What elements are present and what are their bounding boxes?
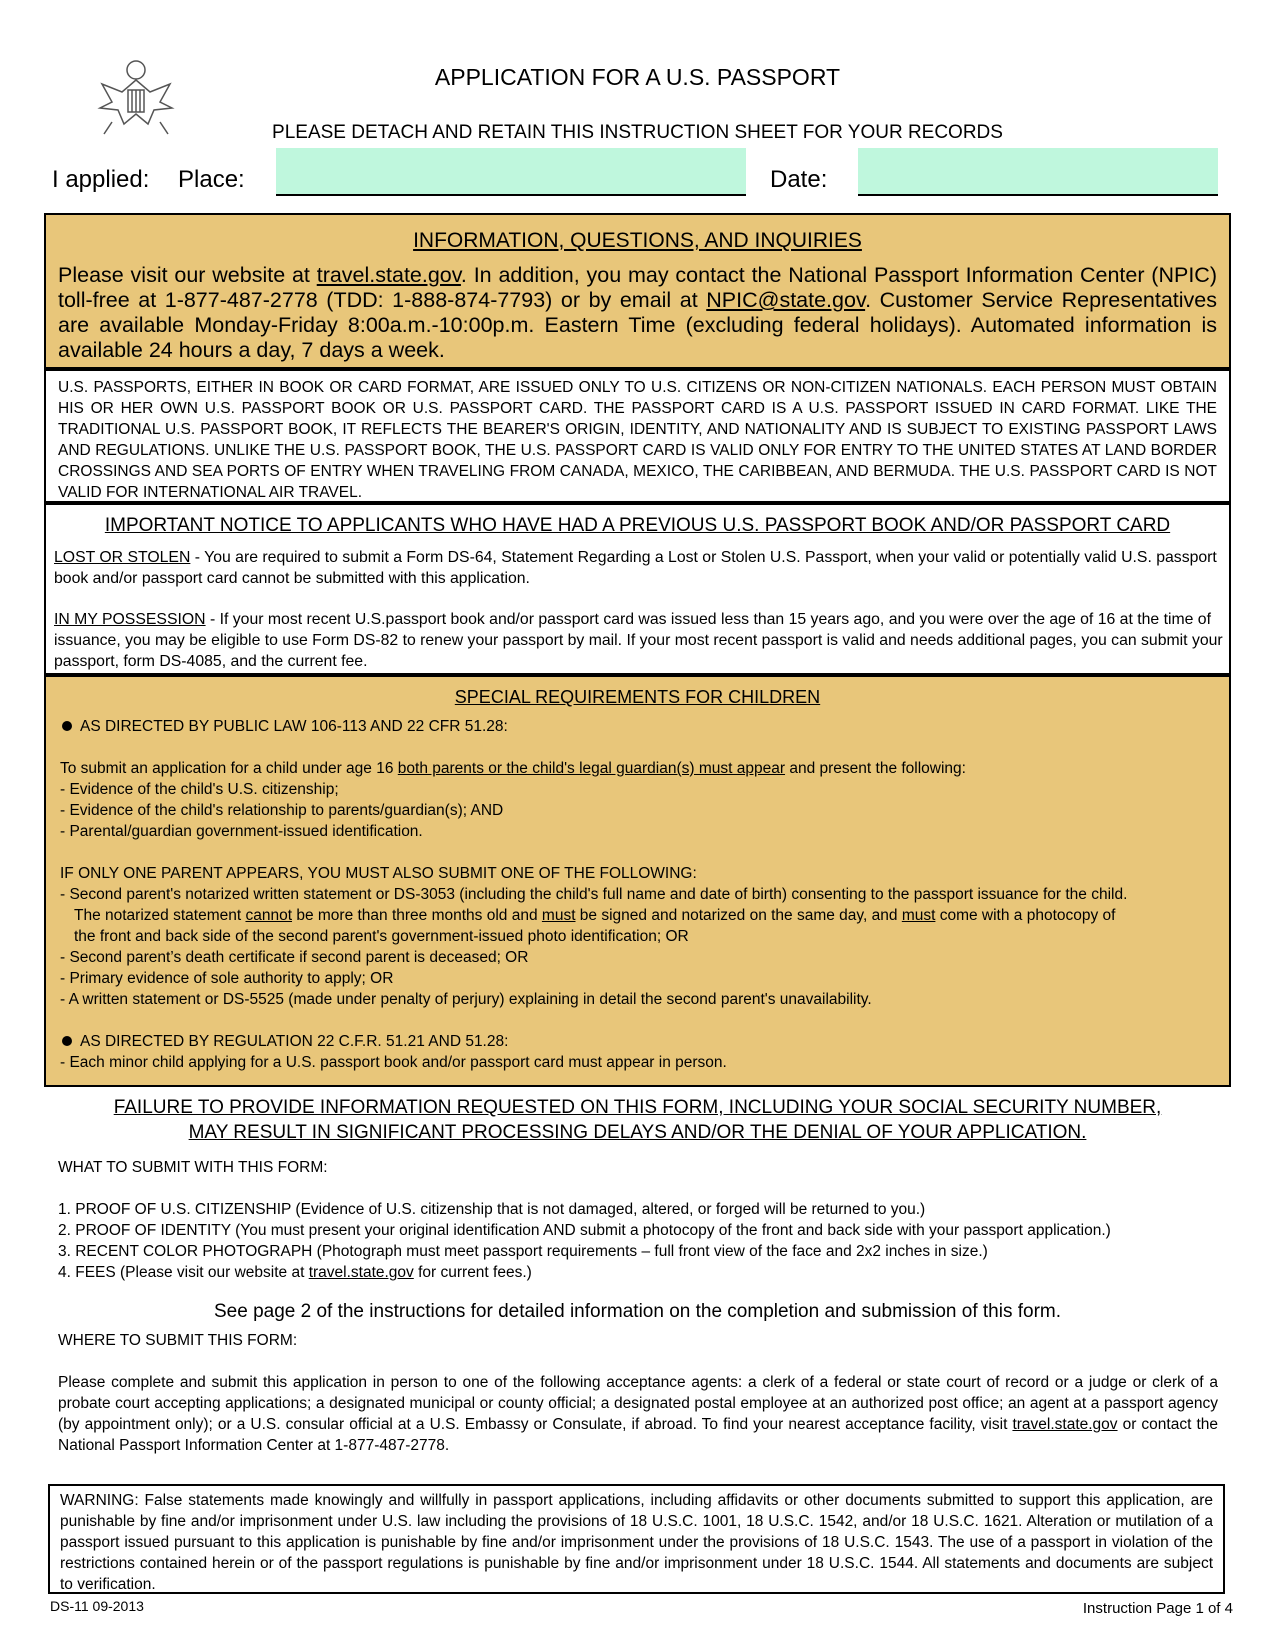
intro-text-2: and present the following: — [785, 760, 966, 777]
fees-text-2: for current fees.) — [413, 1264, 532, 1281]
child-item: - Primary evidence of sole authority to apply; OR — [60, 970, 394, 987]
bullet-public-law — [60, 716, 1229, 737]
submit-item: 1. PROOF OF U.S. CITIZENSHIP (Evidence of U.S. citizenship that is not damaged, altered, or forged will be returned to you.) — [58, 1201, 926, 1218]
lost-stolen-label: LOST OR STOLEN — [54, 549, 191, 566]
child-item: - Evidence of the child's U.S. citizenship; — [60, 781, 339, 798]
notarized-text-1: The notarized statement — [74, 907, 246, 924]
form-title: APPLICATION FOR A U.S. PASSPORT — [434, 64, 841, 90]
npic-email-link[interactable]: NPIC@state.gov — [706, 288, 866, 312]
see-page-2-note: See page 2 of the instructions for detailed information on the completion and submission of this form. — [213, 1301, 1062, 1322]
notice-heading: IMPORTANT NOTICE TO APPLICANTS WHO HAVE HAD A PREVIOUS U.S. PASSPORT BOOK AND/OR PASSPORT CARD — [104, 515, 1171, 536]
date-field[interactable] — [858, 148, 1218, 196]
notarized-cannot: cannot — [245, 907, 293, 924]
submit-item: 3. RECENT COLOR PHOTOGRAPH (Photograph must meet passport requirements – full front view of the face and 2x2 inches in size.) — [58, 1243, 988, 1260]
lost-stolen-text: - You are required to submit a Form DS-64, Statement Regarding a Lost or Stolen U.S. Passport, when your valid or potentially valid U.S. passport book and/or passport card cannot be submitted with this application. — [54, 549, 1217, 587]
children-intro — [60, 758, 1229, 779]
where-text-2: or contact the National Passport Information Center at 1-877-487-2778. — [58, 1416, 1218, 1454]
fees-text-1: 4. FEES (Please visit our website at — [58, 1264, 309, 1281]
bullet-regulation-text: AS DIRECTED BY REGULATION 22 C.F.R. 51.21 AND 51.28: — [80, 1033, 509, 1050]
passports-box — [44, 369, 1231, 503]
submit-item-fees — [58, 1262, 1218, 1283]
notarized-must-1: must — [541, 907, 576, 924]
bullet-regulation — [60, 1031, 1229, 1052]
notarized-line-2: the front and back side of the second parent's government-issued photo identification; OR — [74, 928, 689, 945]
notarized-line — [60, 905, 1229, 926]
where-to-submit-text — [58, 1372, 1218, 1456]
place-label: Place: — [178, 166, 245, 193]
children-box — [44, 675, 1231, 1087]
intro-text-1: To submit an application for a child under age 16 — [60, 760, 398, 777]
notarized-text-2: be more than three months old and — [292, 907, 542, 924]
fees-link[interactable]: travel.state.gov — [308, 1264, 414, 1281]
warning-box: WARNING: False statements made knowingly and willfully in passport applications, including affidavits or other documents submitted to support this application, are punishable by fine and/or imprisonment under U.S. law including the provisions of 18 U.S.C. 1001, 18 U.S.C. 1542, and/or 18 U.S.C. 1621. Alteration or mutilation of a passport issued pursuant to this application is punishable by fine and/or imprisonment under the provisions of 18 U.S.C. 1543. The use of a passport in violation of the restrictions contained herein or of the passport regulations is punishable by fine and/or imprisonment under 18 U.S.C. 1544. All statements and documents are subject to verification. — [48, 1484, 1225, 1594]
what-to-submit-section — [58, 1157, 1218, 1283]
child-item: - Second parent’s death certificate if second parent is deceased; OR — [60, 949, 529, 966]
where-to-submit-section — [58, 1330, 1218, 1456]
form-subtitle: PLEASE DETACH AND RETAIN THIS INSTRUCTION SHEET FOR YOUR RECORDS — [272, 122, 1003, 143]
bullet-icon — [62, 721, 72, 731]
where-text-1: Please complete and submit this application in person to one of the following acceptance agents: a clerk of a federal or state court of record or a judge or clerk of a probate court accepting applications; a designated municipal or county official; a designated postal employee at an authorized post office; an agent at a passport agency (by appointment only); or a U.S. consular official at a U.S. Embassy or Consulate, if abroad. To find your nearest acceptance facility, visit — [58, 1374, 1218, 1433]
submit-item: 2. PROOF OF IDENTITY (You must present your original identification AND submit a photocopy of the front and back side with your passport application.) — [58, 1222, 1111, 1239]
lost-stolen-paragraph — [54, 547, 1223, 589]
date-label: Date: — [770, 166, 828, 193]
failure-line-1: FAILURE TO PROVIDE INFORMATION REQUESTED ON THIS FORM, INCLUDING YOUR SOCIAL SECURITY NUMBER, — [113, 1097, 1162, 1118]
form-id: DS-11 09-2013 — [50, 1598, 144, 1614]
child-item: - Parental/guardian government-issued identification. — [60, 823, 423, 840]
one-parent-heading: IF ONLY ONE PARENT APPEARS, YOU MUST ALSO SUBMIT ONE OF THE FOLLOWING: — [60, 865, 697, 882]
place-field[interactable] — [276, 148, 746, 196]
child-item: - Evidence of the child's relationship to parents/guardian(s); AND — [60, 802, 504, 819]
info-text-1: Please visit our website at — [58, 263, 317, 287]
where-travel-link[interactable]: travel.state.gov — [1012, 1416, 1118, 1433]
information-heading: INFORMATION, QUESTIONS, AND INQUIRIES — [413, 229, 862, 252]
information-box — [44, 213, 1231, 369]
second-parent-line: - Second parent's notarized written statement or DS-3053 (including the child's full name and date of birth) consenting to the passport issuance for the child. — [60, 886, 1128, 903]
travel-state-gov-link[interactable]: travel.state.gov — [316, 263, 461, 287]
intro-underlined: both parents or the child's legal guardian(s) must appear — [397, 760, 786, 777]
child-item: - A written statement or DS-5525 (made under penalty of perjury) explaining in detail the second parent's unavailability. — [60, 991, 872, 1008]
possession-text: - If your most recent U.S.passport book and/or passport card was issued less than 15 years ago, and you were over the age of 16 at the time of issuance, you may be eligible to use Form DS-82 to renew your passport by mail. If your most recent passport is valid and needs additional pages, you can submit your passport, form DS-4085, and the current fee. — [54, 611, 1223, 670]
possession-label: IN MY POSSESSION — [54, 611, 206, 628]
failure-notice — [0, 1095, 1275, 1145]
notice-box — [44, 503, 1231, 675]
info-text-3: . Customer Service Representatives are available Monday-Friday 8:00a.m.-10:00p.m. Eastern Time (excluding federal holidays). Automated information is available 24 hours a day, 7 days a week. — [58, 288, 1217, 362]
applied-label: I applied: — [52, 166, 150, 193]
where-to-submit-heading: WHERE TO SUBMIT THIS FORM: — [58, 1332, 298, 1349]
children-heading: SPECIAL REQUIREMENTS FOR CHILDREN — [454, 687, 821, 707]
information-text — [58, 263, 1217, 363]
info-text-2: . In addition, you may contact the National Passport Information Center (NPIC) toll-free at 1-877-487-2778 (TDD: 1-888-874-7793) or by email at — [58, 263, 1217, 312]
possession-paragraph — [54, 609, 1223, 672]
bullet-public-law-text: AS DIRECTED BY PUBLIC LAW 106-113 AND 22 CFR 51.28: — [80, 718, 508, 735]
failure-line-2: MAY RESULT IN SIGNIFICANT PROCESSING DELAYS AND/OR THE DENIAL OF YOUR APPLICATION. — [188, 1122, 1087, 1143]
passports-text: U.S. PASSPORTS, EITHER IN BOOK OR CARD FORMAT, ARE ISSUED ONLY TO U.S. CITIZENS OR NON-CITIZEN NATIONALS. EACH PERSON MUST OBTAIN HIS OR HER OWN U.S. PASSPORT BOOK OR U.S. PASSPORT CARD. THE PASSPORT CARD IS A U.S. PASSPORT ISSUED IN CARD FORMAT. LIKE THE TRADITIONAL U.S. PASSPORT BOOK, IT REFLECTS THE BEARER'S ORIGIN, IDENTITY, AND NATIONALITY AND IS SUBJECT TO EXISTING PASSPORT LAWS AND REGULATIONS. UNLIKE THE U.S. PASSPORT BOOK, THE U.S. PASSPORT CARD IS VALID ONLY FOR ENTRY TO THE UNITED STATES AT LAND BORDER CROSSINGS AND SEA PORTS OF ENTRY WHEN TRAVELING FROM CANADA, MEXICO, THE CARIBBEAN, AND BERMUDA. THE U.S. PASSPORT CARD IS NOT VALID FOR INTERNATIONAL AIR TRAVEL. — [58, 379, 1217, 501]
what-to-submit-heading: WHAT TO SUBMIT WITH THIS FORM: — [58, 1159, 328, 1176]
notarized-text-4: come with a photocopy of — [935, 907, 1116, 924]
minor-line: - Each minor child applying for a U.S. passport book and/or passport card must appear in person. — [60, 1054, 727, 1071]
notarized-text-3: be signed and notarized on the same day, and — [575, 907, 902, 924]
bullet-icon — [62, 1036, 72, 1046]
page-number: Instruction Page 1 of 4 — [1082, 1600, 1233, 1617]
notarized-must-2: must — [901, 907, 936, 924]
